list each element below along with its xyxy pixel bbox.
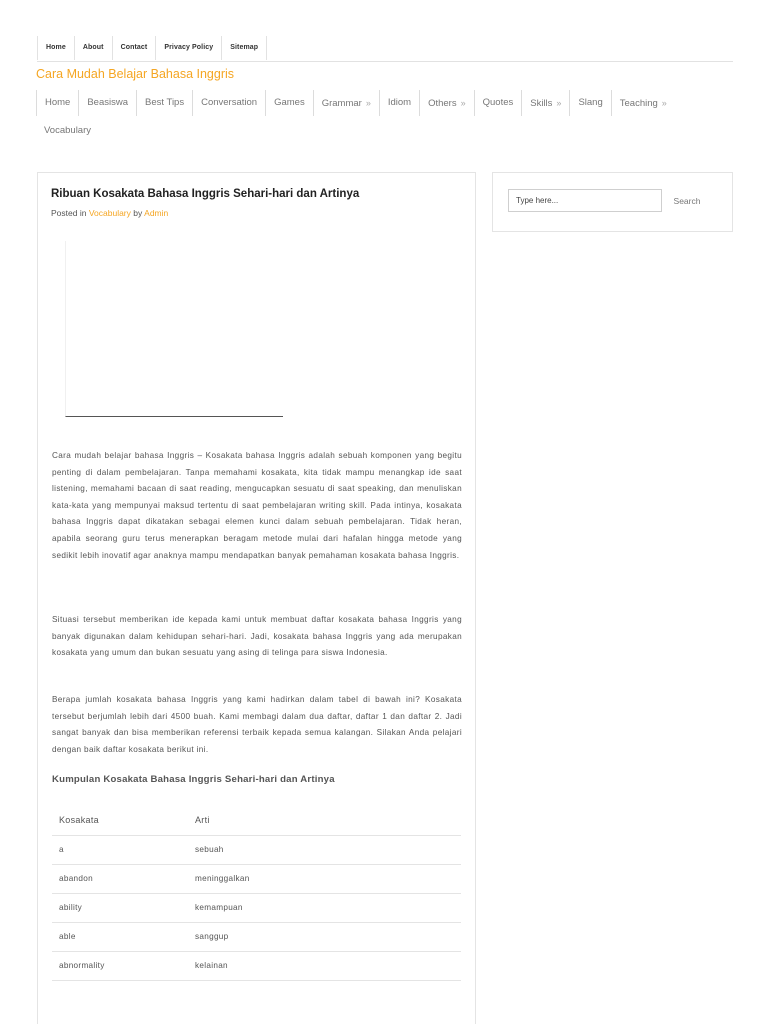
nav-item-label: Home — [45, 97, 71, 108]
nav-item-home[interactable] — [36, 90, 78, 116]
nav-item-games[interactable] — [265, 90, 313, 116]
site-title[interactable]: Cara Mudah Belajar Bahasa Inggris — [36, 67, 235, 81]
column-header-arti: Arti — [195, 805, 461, 835]
top-nav-privacy-policy[interactable]: Privacy Policy — [156, 36, 222, 60]
nav-item-label: Conversation — [201, 97, 258, 108]
nav-item-teaching[interactable] — [611, 90, 675, 116]
post-featured-image — [65, 241, 283, 417]
author-link[interactable]: Admin — [144, 208, 169, 218]
main-nav — [36, 90, 734, 146]
nav-item-label: Idiom — [387, 97, 412, 108]
submenu-chevron-icon: » — [365, 98, 371, 108]
post-meta — [51, 208, 168, 218]
table-header-row — [52, 805, 461, 835]
nav-item-grammar[interactable] — [313, 90, 379, 116]
table-row — [52, 893, 461, 922]
vocab-word-cell: able — [52, 922, 195, 951]
top-nav-contact[interactable]: Contact — [113, 36, 157, 60]
by-label: by — [133, 208, 143, 218]
vocab-word-cell: a — [52, 835, 195, 864]
nav-item-best-tips[interactable] — [136, 90, 192, 116]
vocab-word-cell: abnormality — [52, 951, 195, 980]
nav-item-beasiswa[interactable] — [78, 90, 136, 116]
search-input[interactable] — [508, 189, 662, 212]
nav-item-label: Others — [428, 98, 457, 109]
vocab-word-cell: abandon — [52, 864, 195, 893]
nav-item-vocabulary[interactable] — [36, 118, 99, 144]
search-button[interactable]: Search — [663, 189, 711, 212]
nav-item-label: Quotes — [482, 97, 514, 108]
top-nav-home[interactable]: Home — [37, 36, 75, 60]
table-row — [52, 835, 461, 864]
sidebar-search-widget — [492, 172, 733, 232]
category-link[interactable]: Vocabulary — [88, 208, 131, 218]
submenu-chevron-icon: » — [556, 98, 562, 108]
vocab-meaning-cell: kemampuan — [195, 893, 461, 922]
post-title[interactable]: Ribuan Kosakata Bahasa Inggris Sehari-hari dan Artinya — [51, 188, 360, 200]
posted-in-label: Posted in — [51, 208, 87, 218]
nav-item-label: Games — [274, 97, 305, 108]
nav-item-label: Teaching — [619, 98, 658, 109]
nav-item-skills[interactable] — [521, 90, 569, 116]
vocab-meaning-cell: sanggup — [195, 922, 461, 951]
nav-item-label: Skills — [530, 98, 553, 109]
nav-item-label: Vocabulary — [44, 125, 92, 136]
table-row — [52, 951, 461, 980]
nav-item-label: Slang — [578, 97, 603, 108]
main-nav-row-1 — [36, 90, 734, 118]
table-row — [52, 864, 461, 893]
post-paragraph-2: Situasi tersebut memberikan ide kepada kami untuk membuat daftar kosakata bahasa Inggris yang banyak digunakan dalam kehidupan sehari-hari. Jadi, kosakata bahasa Inggris yang ada merupakan kosakata yang umum dan bukan sesuatu yang asing di telinga para siswa Indonesia. — [52, 615, 462, 658]
top-nav-sitemap[interactable]: Sitemap — [222, 36, 267, 60]
column-header-kosakata: Kosakata — [52, 805, 195, 835]
vocab-meaning-cell: sebuah — [195, 835, 461, 864]
submenu-chevron-icon: » — [460, 98, 466, 108]
nav-item-label: Beasiswa — [87, 97, 129, 108]
top-nav-about[interactable]: About — [75, 36, 113, 60]
nav-item-others[interactable] — [419, 90, 474, 116]
post-paragraph-3: Berapa jumlah kosakata bahasa Inggris yang kami hadirkan dalam tabel di bawah ini? Kosakata tersebut berjumlah lebih dari 4500 buah. Kami membagi dalam dua daftar, daftar 1 dan daftar 2. Jadi sangat banyak dan bisa memberikan referensi terbaik kepada semua kalangan. Silakan Anda pelajari dengan baik daftar kosakata berikut ini. — [52, 695, 462, 754]
vocab-word-cell: ability — [52, 893, 195, 922]
nav-item-quotes[interactable] — [474, 90, 522, 116]
vocab-meaning-cell: kelainan — [195, 951, 461, 980]
post-article — [37, 172, 476, 1024]
nav-item-idiom[interactable] — [379, 90, 419, 116]
post-paragraph-1: Cara mudah belajar bahasa Inggris – Kosakata bahasa Inggris adalah sebuah komponen yang begitu penting di dalam pembelajaran. Tanpa memahami kosakata, kita tidak mampu menangkap ide saat listening, memahami bacaan di saat reading, mengucapkan sesuatu di saat speaking, dan menuliskan kata-kata yang mempunyai maksud tertentu di saat pembelajaran writing skill. Pada intinya, kosakata bahasa Inggris dapat dikatakan sebagai elemen kunci dalam sebuah pembelajaran. Tidak heran, apabila seorang guru terus menerapkan beragam metode mulai dari hafalan hingga metode yang sedikit lebih inovatif agar anaknya mampu mendapatkan banyak pemahaman kosakata bahasa Inggris. — [52, 451, 462, 560]
vocab-table — [52, 805, 461, 981]
submenu-chevron-icon: » — [661, 98, 667, 108]
vocab-meaning-cell: meninggalkan — [195, 864, 461, 893]
nav-item-label: Best Tips — [145, 97, 185, 108]
nav-item-label: Grammar — [321, 98, 362, 109]
nav-item-slang[interactable] — [569, 90, 610, 116]
nav-item-conversation[interactable] — [192, 90, 265, 116]
table-row — [52, 922, 461, 951]
vocab-subheading: Kumpulan Kosakata Bahasa Inggris Sehari-hari dan Artinya — [52, 774, 335, 785]
top-nav — [37, 36, 733, 62]
main-nav-row-2 — [36, 118, 734, 146]
